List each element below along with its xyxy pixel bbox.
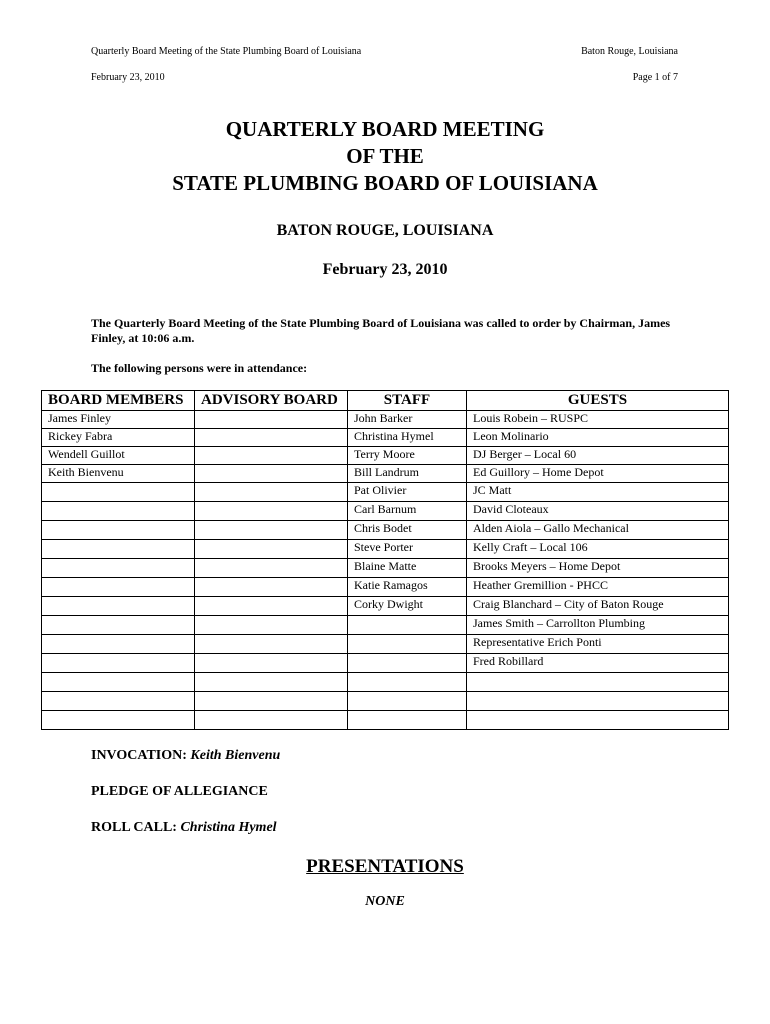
guest-cell: Representative Erich Ponti: [467, 635, 729, 654]
staff-cell: [348, 616, 467, 635]
header-page-number: Page 1 of 7: [632, 72, 678, 83]
table-row: [42, 540, 729, 559]
board-member-cell: Wendell Guillot: [42, 447, 195, 465]
guest-cell: DJ Berger – Local 60: [467, 447, 729, 465]
board-member-cell: [42, 711, 195, 730]
header-board-members: BOARD MEMBERS: [42, 391, 195, 411]
staff-cell: Katie Ramagos: [348, 578, 467, 597]
meeting-date: February 23, 2010: [322, 261, 448, 278]
staff-cell: Bill Landrum: [348, 465, 467, 483]
title-line-2: OF THE: [346, 144, 424, 168]
guest-cell: JC Matt: [467, 483, 729, 502]
board-member-cell: [42, 540, 195, 559]
board-member-cell: [42, 673, 195, 692]
guest-cell: David Cloteaux: [467, 502, 729, 521]
staff-cell: Chris Bodet: [348, 521, 467, 540]
table-row: [42, 521, 729, 540]
pledge-of-allegiance: PLEDGE OF ALLEGIANCE: [91, 784, 268, 799]
table-row: [42, 447, 729, 465]
invocation-name: Keith Bienvenu: [190, 748, 281, 763]
staff-cell: [348, 711, 467, 730]
board-member-cell: Keith Bienvenu: [42, 465, 195, 483]
title-line-1: QUARTERLY BOARD MEETING: [225, 117, 545, 141]
board-member-cell: Rickey Fabra: [42, 429, 195, 447]
advisory-board-cell: [195, 711, 348, 730]
attendance-table: [41, 390, 729, 730]
advisory-board-cell: [195, 635, 348, 654]
board-member-cell: [42, 635, 195, 654]
table-row: [42, 502, 729, 521]
staff-cell: [348, 692, 467, 711]
board-member-cell: [42, 654, 195, 673]
table-row: [42, 411, 729, 429]
advisory-board-cell: [195, 540, 348, 559]
staff-cell: [348, 654, 467, 673]
board-member-cell: [42, 483, 195, 502]
advisory-board-cell: [195, 673, 348, 692]
table-row: [42, 673, 729, 692]
roll-call: [91, 820, 277, 836]
table-row: [42, 465, 729, 483]
table-row: [42, 654, 729, 673]
staff-cell: Pat Olivier: [348, 483, 467, 502]
header-meeting-title: Quarterly Board Meeting of the State Plumbing Board of Louisiana: [91, 46, 362, 57]
header-guests: GUESTS: [467, 391, 729, 411]
table-row: [42, 635, 729, 654]
advisory-board-cell: [195, 521, 348, 540]
guest-cell: Kelly Craft – Local 106: [467, 540, 729, 559]
table-row: [42, 578, 729, 597]
board-member-cell: [42, 502, 195, 521]
advisory-board-cell: [195, 616, 348, 635]
presentations-heading: PRESENTATIONS: [306, 856, 464, 877]
board-member-cell: [42, 521, 195, 540]
advisory-board-cell: [195, 447, 348, 465]
board-member-cell: [42, 616, 195, 635]
staff-cell: John Barker: [348, 411, 467, 429]
advisory-board-cell: [195, 692, 348, 711]
advisory-board-cell: [195, 654, 348, 673]
invocation-label: INVOCATION:: [91, 748, 187, 763]
board-member-cell: [42, 597, 195, 616]
staff-cell: [348, 635, 467, 654]
advisory-board-cell: [195, 502, 348, 521]
table-row: [42, 483, 729, 502]
advisory-board-cell: [195, 465, 348, 483]
guest-cell: Alden Aiola – Gallo Mechanical: [467, 521, 729, 540]
document-title: [0, 116, 770, 197]
guest-cell: [467, 711, 729, 730]
roll-call-label: ROLL CALL:: [91, 820, 177, 835]
table-row: [42, 616, 729, 635]
advisory-board-cell: [195, 597, 348, 616]
table-row: [42, 559, 729, 578]
staff-cell: Terry Moore: [348, 447, 467, 465]
staff-cell: Steve Porter: [348, 540, 467, 559]
staff-cell: Carl Barnum: [348, 502, 467, 521]
table-row: [42, 692, 729, 711]
board-member-cell: [42, 692, 195, 711]
guest-cell: [467, 692, 729, 711]
guest-cell: Ed Guillory – Home Depot: [467, 465, 729, 483]
advisory-board-cell: [195, 411, 348, 429]
header-location: Baton Rouge, Louisiana: [581, 46, 678, 57]
advisory-board-cell: [195, 429, 348, 447]
roll-call-name: Christina Hymel: [180, 820, 277, 835]
staff-cell: Blaine Matte: [348, 559, 467, 578]
attendance-header-row: [42, 391, 729, 411]
presentations-value: NONE: [365, 894, 405, 909]
attendance-intro: The following persons were in attendance:: [91, 361, 308, 375]
advisory-board-cell: [195, 483, 348, 502]
table-row: [42, 711, 729, 730]
guest-cell: Heather Gremillion - PHCC: [467, 578, 729, 597]
guest-cell: Craig Blanchard – City of Baton Rouge: [467, 597, 729, 616]
board-member-cell: [42, 559, 195, 578]
advisory-board-cell: [195, 578, 348, 597]
header-advisory-board: ADVISORY BOARD: [195, 391, 348, 411]
meeting-location: BATON ROUGE, LOUISIANA: [276, 222, 494, 239]
intro-paragraph: The Quarterly Board Meeting of the State Plumbing Board of Louisiana was called to order by Chairman, James Finley, at 10:06 a.m.: [91, 316, 671, 345]
staff-cell: Christina Hymel: [348, 429, 467, 447]
guest-cell: Leon Molinario: [467, 429, 729, 447]
guest-cell: Brooks Meyers – Home Depot: [467, 559, 729, 578]
header-date: February 23, 2010: [91, 72, 165, 83]
title-line-3: STATE PLUMBING BOARD OF LOUISIANA: [172, 171, 598, 195]
header-staff: STAFF: [348, 391, 467, 411]
invocation: [91, 748, 280, 764]
guest-cell: James Smith – Carrollton Plumbing: [467, 616, 729, 635]
board-member-cell: James Finley: [42, 411, 195, 429]
guest-cell: Fred Robillard: [467, 654, 729, 673]
advisory-board-cell: [195, 559, 348, 578]
staff-cell: Corky Dwight: [348, 597, 467, 616]
board-member-cell: [42, 578, 195, 597]
guest-cell: [467, 673, 729, 692]
staff-cell: [348, 673, 467, 692]
guest-cell: Louis Robein – RUSPC: [467, 411, 729, 429]
table-row: [42, 429, 729, 447]
table-row: [42, 597, 729, 616]
attendance-body: [42, 411, 729, 730]
